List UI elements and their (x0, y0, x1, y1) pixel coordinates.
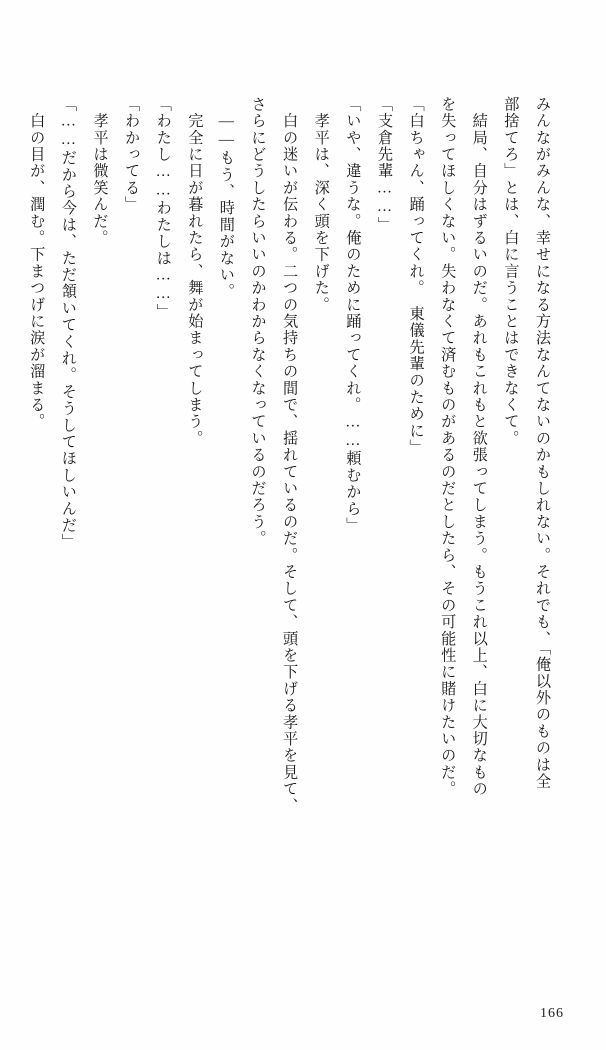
text-line: 白の目が、潤む。下まつげに涙が溜まる。 (28, 96, 46, 430)
text-line: 白の迷いが伝わる。二つの気持ちの間で、揺れているのだ。そして、頭を下げる孝平を見て、 (281, 96, 299, 815)
text-line: 完全に日が暮れたら、舞が始まってしまう。 (186, 96, 204, 447)
text-line: 「……だから今は、ただ頷いてくれ。そうしてほしいんだ」 (59, 96, 77, 551)
text-line: さらにどうしたらいいのかわからなくなっているのだろう。 (249, 96, 267, 547)
text-line: 結局、自分はずるいのだ。あれもこれもと欲張ってしまう。もうこれ以上、白に大切なもの (470, 96, 488, 798)
text-line: みんながみんな、幸せになる方法なんてないのかもしれない。それでも、「俺以外のものは全 (534, 96, 551, 790)
page-number: 166 (540, 1006, 564, 1021)
text-line: 「わかってる」 (123, 96, 141, 213)
text-line: を失ってほしくない。失わなくて済むものがあるのだとしたら、その可能性に賭けたいのだ。 (439, 96, 457, 798)
text-line: 孝平は、深く頭を下げた。 (312, 96, 330, 314)
text-line: 「いや、違うな。俺のために踊ってくれ。……頼むから」 (344, 96, 362, 534)
text-line: 「支倉先輩……」 (375, 96, 393, 234)
text-line: ――もう、時間がない。 (217, 96, 235, 300)
text-line: 部捨てろ」とは、白に言うことはできなくて。 (502, 96, 520, 447)
text-line: 「白ちゃん、踊ってくれ。 東儀先輩のために」 (407, 96, 425, 456)
text-line: 孝平は微笑んだ。 (91, 96, 109, 247)
page-body-text (28, 96, 558, 976)
text-line: 「わたし……わたしは……」 (154, 96, 172, 321)
